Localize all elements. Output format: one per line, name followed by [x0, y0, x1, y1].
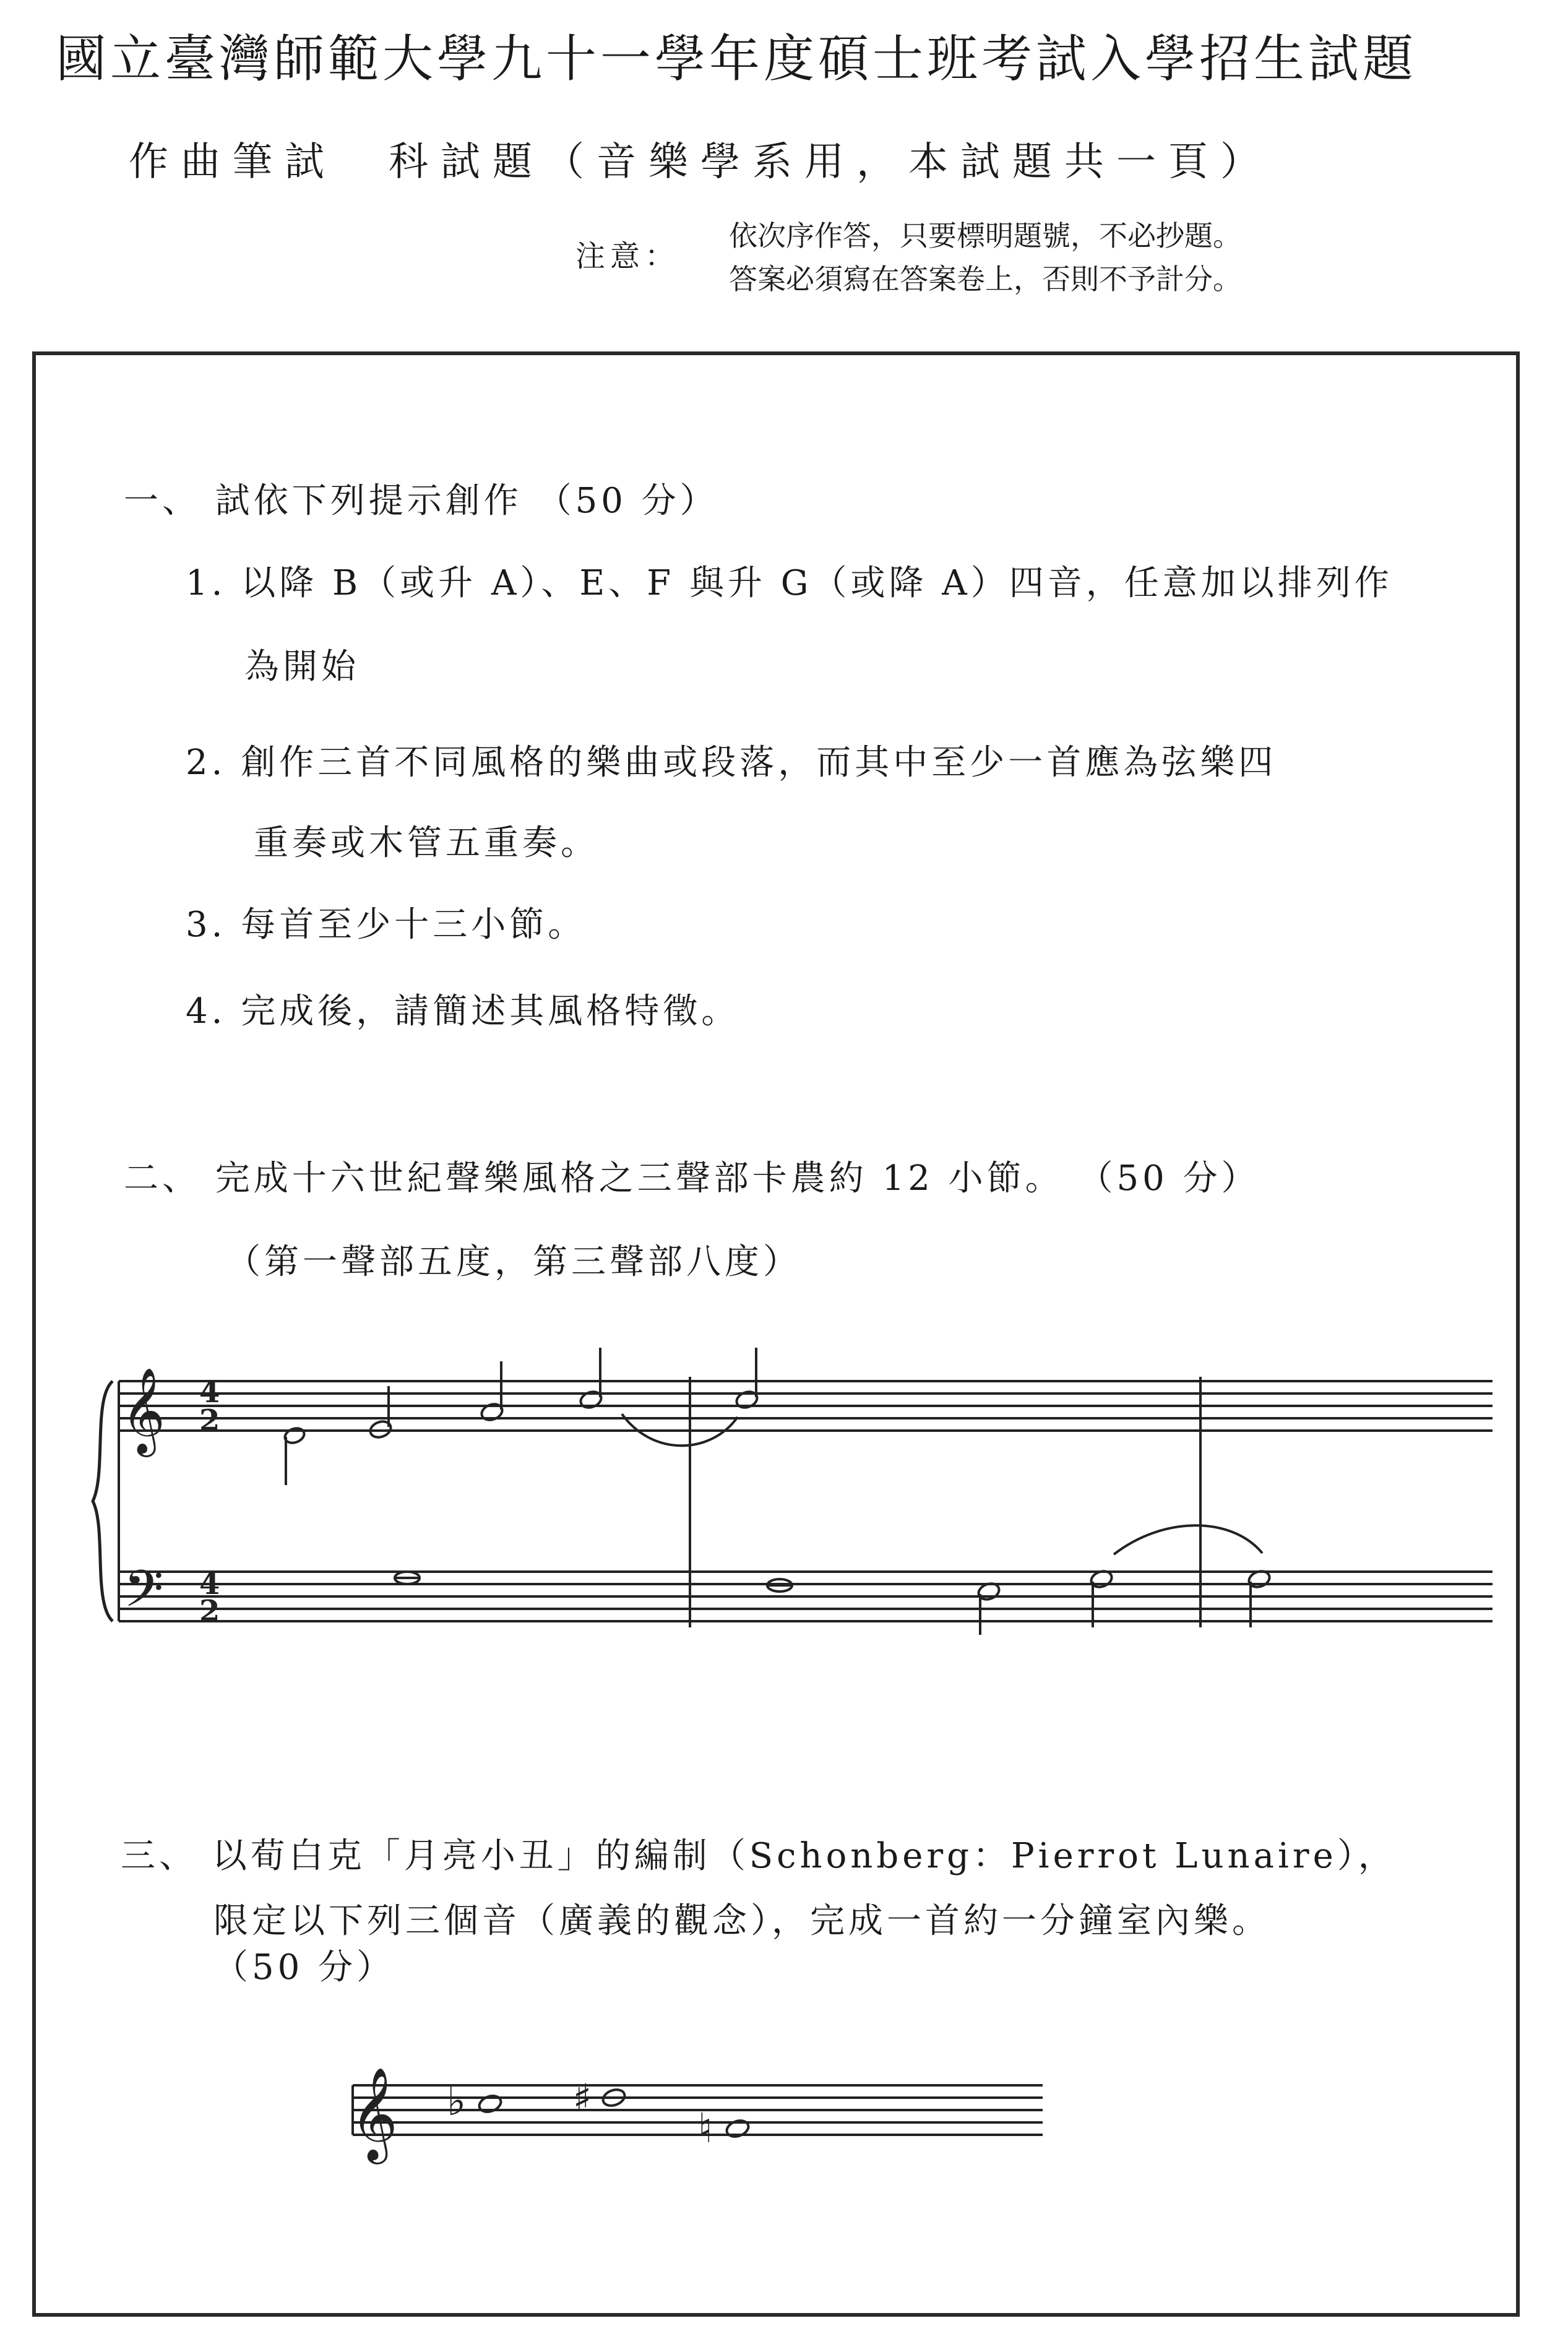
bass-time-bottom: 2: [199, 1594, 220, 1629]
question-1-item-3: 3. 每首至少十三小節。: [186, 905, 587, 945]
bass-time-top: 4: [199, 1567, 220, 1601]
note-label: 注意：: [575, 239, 680, 274]
bass-slur: [1114, 1525, 1262, 1554]
q3-treble-clef-icon: 𝄞: [350, 2066, 398, 2160]
treble-time-bottom: 2: [199, 1403, 220, 1438]
natural-icon: ♮: [698, 2104, 713, 2152]
note-line-2: 答案必須寫在答案卷上，否則不予計分。: [729, 262, 1241, 296]
treble-time-top: 4: [199, 1375, 220, 1410]
bass-staff: [119, 1572, 1493, 1621]
exam-subtitle: 作曲筆試 科試題（音樂學系用，本試題共一頁）: [129, 139, 1272, 185]
bass-note: [1089, 1569, 1114, 1627]
treble-note: [734, 1348, 759, 1410]
treble-note: [480, 1361, 504, 1423]
question-1-item-1-cont: 為開始: [244, 647, 360, 687]
note-line-1: 依次序作答，只要標明題號，不必抄題。: [729, 219, 1241, 252]
grand-staff-brace: [93, 1381, 113, 1621]
question-3-line-1: 三、 以荀白克「月亮小丑」的編制（Schonberg：Pierrot Lunaire），: [121, 1836, 1397, 1876]
q3-note-g-natural: [698, 2104, 751, 2152]
treble-clef-icon: 𝄞: [121, 1368, 165, 1454]
treble-note: [579, 1348, 603, 1410]
exam-title: 國立臺灣師範大學九十一學年度碩士班考試入學招生試題: [56, 30, 1418, 88]
bass-note: [767, 1579, 792, 1592]
treble-note: [283, 1426, 306, 1485]
sharp-icon: ♯: [573, 2075, 592, 2121]
treble-staff: [119, 1381, 1493, 1431]
question-1-item-2: 2. 創作三首不同風格的樂曲或段落，而其中至少一首應為弦樂四: [186, 743, 1277, 783]
flat-icon: ♭: [447, 2077, 467, 2125]
question-2-subline: （第一聲部五度，第三聲部八度）: [226, 1242, 801, 1282]
bass-note: [395, 1572, 420, 1584]
bass-clef-icon: 𝄢: [124, 1559, 164, 1631]
question-3-line-2: 限定以下列三個音（廣義的觀念），完成一首約一分鐘室內樂。: [213, 1901, 1270, 1941]
question-1-heading: 一、 試依下列提示創作 （50 分）: [124, 481, 718, 521]
question-2-heading: 二、 完成十六世紀聲樂風格之三聲部卡農約 12 小節。 （50 分）: [124, 1158, 1260, 1199]
question-1-item-2-cont: 重奏或木管五重奏。: [254, 823, 599, 863]
bass-note: [1247, 1569, 1272, 1627]
question-1-item-4: 4. 完成後，請簡述其風格特徵。: [186, 991, 740, 1032]
question-3-line-3: （50 分）: [213, 1947, 395, 1988]
question-1-item-1: 1. 以降 B（或升 A）、E、F 與升 G（或降 A）四音，任意加以排列作: [186, 563, 1393, 603]
